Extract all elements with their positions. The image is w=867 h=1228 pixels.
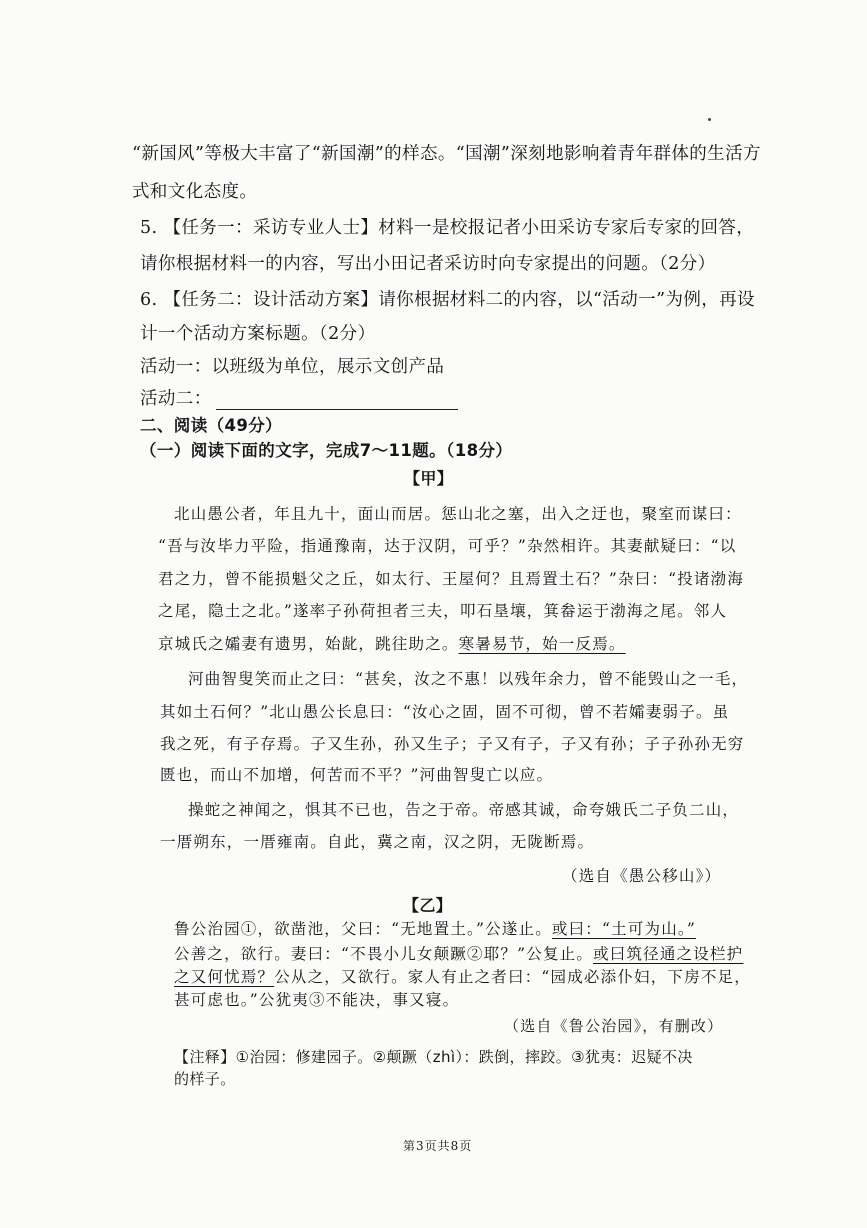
notes-line-2: 的样子。 xyxy=(174,1070,236,1088)
activity-two-answer-blank[interactable] xyxy=(216,408,458,410)
yi-source: （选自《鲁公治园》，有删改） xyxy=(504,1017,724,1035)
page-number: 第3页共8页 xyxy=(403,1139,473,1153)
intro-line-1: “新国风”等极大丰富了“新国潮”的样态。“国潮”深刻地影响着青年群体的生活方 xyxy=(132,144,761,164)
jia-para1-line-3: 君之力，曾不能损魁父之丘，如太行、王屋何？且焉置土石？”杂曰：“投诸渤海 xyxy=(158,570,745,588)
jia-para1-line-2: “吾与汝毕力平险，指通豫南，达于汉阴，可乎？”杂然相许。其妻献疑曰：“以 xyxy=(158,537,737,555)
activity-one: 活动一：以班级为单位，展示文创产品 xyxy=(140,357,445,377)
scan-speck xyxy=(708,118,711,121)
activity-two-label: 活动二： xyxy=(140,389,212,409)
jia-underlined-sentence: 寒暑易节，始一反焉。 xyxy=(458,635,626,653)
question-5-line-2: 请你根据材料一的内容，写出小田记者采访时向专家提出的问题。（2分） xyxy=(140,254,716,274)
question-5-line-1: 5. 【任务一：采访专业人士】材料一是校报记者小田采访专家后专家的回答， xyxy=(140,218,755,238)
yi-line-1 xyxy=(174,917,696,939)
activity-two xyxy=(140,385,458,410)
yi-line-4: 甚可虑也。”公犹夷③不能决，事又寝。 xyxy=(174,991,460,1009)
yi-line-3 xyxy=(174,965,751,987)
jia-para3-line-2: 一厝朔东，一厝雍南。自此，冀之南，汉之阴，无陇断焉。 xyxy=(160,833,595,851)
yi-line-2-text: 公善之，欲行。妻曰：“不畏小儿女颠蹶②耶？”公复止。 xyxy=(174,945,594,963)
question-6-line-1: 6. 【任务二：设计活动方案】请你根据材料二的内容，以“活动一”为例，再设 xyxy=(140,290,755,310)
section-heading: 二、阅读（49分） xyxy=(140,416,283,435)
yi-line-1-text: 鲁公治园①，欲凿池，父曰：“无地置土。”公遂止。 xyxy=(174,920,552,938)
yi-line-2 xyxy=(174,942,743,964)
jia-para1-line-4: 之尾，隐土之北。”遂率子孙荷担者三夫，叩石垦壤，箕畚运于渤海之尾。邻人 xyxy=(158,602,728,620)
passage-jia-label: 【甲】 xyxy=(404,469,454,488)
jia-para2-line-3: 我之死，有子存焉。子又生孙，孙又生子；子又有子，子又有孙；子子孙孙无穷 xyxy=(160,735,745,753)
yi-line-3-text: 公从之，又欲行。家人有止之者曰：“园成必添仆妇，下房不足， xyxy=(274,968,751,986)
section-subheading: （一）阅读下面的文字，完成7～11题。（18分） xyxy=(140,441,513,460)
jia-para1-line-5-text: 京城氏之孀妻有遗男，始龀，跳往助之。 xyxy=(158,635,459,653)
question-6-line-2: 计一个活动方案标题。（2分） xyxy=(140,324,376,344)
yi-underlined-sentence-1: 或曰：“土可为山。” xyxy=(551,920,697,938)
notes-line-1: 【注释】①治园：修建园子。②颠蹶（zhì）：跌倒，摔跤。③犹夷：迟疑不决 xyxy=(174,1048,693,1066)
jia-para2-line-1: 河曲智叟笑而止之曰：“甚矣，汝之不惠！以残年余力，曾不能毁山之一毛， xyxy=(188,670,749,688)
jia-source: （选自《愚公移山》） xyxy=(562,867,722,885)
yi-underlined-sentence-2a: 或曰筑径通之设栏护 xyxy=(593,945,744,963)
jia-para3-line-1: 操蛇之神闻之，惧其不已也，告之于帝。帝感其诚，命夸娥氏二子负二山， xyxy=(188,801,740,819)
yi-underlined-sentence-2b: 之又何忧焉？ xyxy=(174,968,275,986)
jia-para2-line-4: 匮也，而山不加增，何苦而不平？”河曲智叟亡以应。 xyxy=(160,766,554,784)
passage-yi-label: 【乙】 xyxy=(403,896,453,915)
jia-para1-line-1: 北山愚公者，年且九十，面山而居。惩山北之塞，出入之迂也，聚室而谋曰： xyxy=(174,505,742,523)
jia-para2-line-2: 其如土石何？”北山愚公长息曰：“汝心之固，固不可彻，曾不若孀妻弱子。虽 xyxy=(160,703,730,721)
jia-para1-line-5 xyxy=(158,632,626,654)
intro-line-2: 式和文化态度。 xyxy=(132,182,258,202)
